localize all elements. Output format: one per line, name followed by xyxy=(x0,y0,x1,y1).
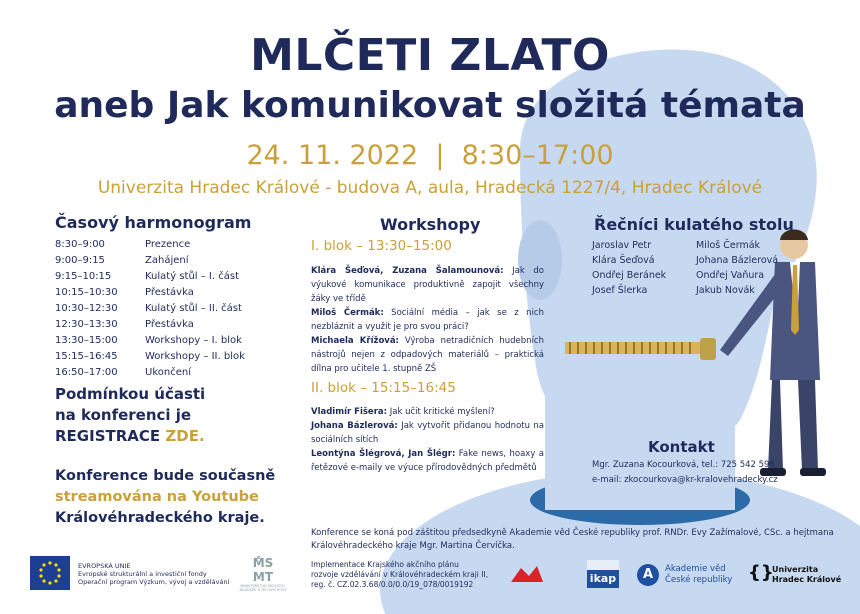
workshop-topic: Jak vytvořit přidanou hodnotu na sociálních sítích xyxy=(311,421,544,445)
impl-line-2: rozvoje vzdělávání v Královéhradeckém kraji II, xyxy=(311,570,489,579)
kraj-icon xyxy=(507,560,547,588)
schedule-time: 13:30–15:00 xyxy=(55,335,118,346)
eu-text xyxy=(78,562,229,586)
schedule-time: 12:30–13:30 xyxy=(55,319,118,330)
workshop-block-1-title: I. blok – 13:30–15:00 xyxy=(311,238,452,254)
event-title: MLČETI ZLATO xyxy=(250,30,610,81)
workshop-topic: Výroba netradičních hudebních nástrojů nejen z odpadových materiálů – praktická dílna pro učitele 1. stupně ZŠ xyxy=(311,336,544,374)
kraj-logo xyxy=(507,560,547,592)
contact-email[interactable]: e-mail: zkocourkova@kr-kralovehradecky.cz xyxy=(592,475,778,485)
workshop-block-2-title: II. blok – 15:15–16:45 xyxy=(311,380,456,396)
registration-link[interactable]: ZDE. xyxy=(165,427,205,445)
workshop-list-block-1 xyxy=(311,264,544,376)
schedule-time: 8:30–9:00 xyxy=(55,239,105,250)
speaker-name: Ondřej Vaňura xyxy=(696,270,765,281)
schedule-item: Kulatý stůl – I. část xyxy=(145,271,239,282)
patronage-note: Konference se koná pod záštitou předsedkyně Akademie věd České republiky prof. RNDr. Evy Zažímalové, CSc. a hejtmana Královéhradeckého kraje Mgr. Martina Červíčka. xyxy=(311,528,834,551)
registration-note xyxy=(55,384,205,447)
zipper-pull xyxy=(700,338,716,360)
implementation-note xyxy=(311,560,488,590)
schedule-time: 10:15–10:30 xyxy=(55,287,118,298)
uhk-braces-icon: {} xyxy=(748,562,774,583)
workshop-topic: Jak do výukové komunikace produktivně zapojit všechny žáky ve třídě xyxy=(311,266,544,304)
schedule-time: 10:30–12:30 xyxy=(55,303,118,314)
workshop-item xyxy=(311,405,544,419)
uhk-line-1: Univerzita xyxy=(772,565,819,574)
schedule-row xyxy=(55,270,245,286)
ikap-top xyxy=(587,560,619,570)
eu-flag-logo xyxy=(30,556,70,590)
impl-line-1: Implementace Krajského akčního plánu xyxy=(311,560,459,569)
contact-title: Kontakt xyxy=(648,438,715,456)
event-date: 24. 11. 2022 | 8:30–17:00 xyxy=(246,140,614,171)
impl-line-3: reg. č. CZ.02.3.68/0.0/0.0/19_078/0019192 xyxy=(311,580,474,589)
schedule-item: Workshopy – I. blok xyxy=(145,335,242,346)
speaker-name: Jakub Novák xyxy=(696,285,755,296)
ikap-logo xyxy=(587,560,619,590)
youtube-link[interactable]: streamována na Youtube xyxy=(55,489,259,505)
schedule-item: Ukončení xyxy=(145,367,191,378)
workshops-title: Workshopy xyxy=(380,215,481,234)
workshop-list-block-2 xyxy=(311,405,544,475)
schedule-row xyxy=(55,334,245,350)
schedule-time: 16:50–17:00 xyxy=(55,367,118,378)
workshop-topic: Jak učit kritické myšlení? xyxy=(387,407,495,417)
schedule-item: Workshopy – II. blok xyxy=(145,351,245,362)
schedule-table xyxy=(55,238,245,382)
stream-line-3: Královéhradeckého kraje. xyxy=(55,510,265,526)
schedule-row xyxy=(55,366,245,382)
msmt-text: MINISTERSTVO ŠKOLSTVÍ, MLÁDEŽE A TĚLOVÝCHOVY xyxy=(239,584,287,592)
stream-line-1: Konference bude současně xyxy=(55,468,276,484)
registration-line-3 xyxy=(55,426,205,447)
av-line-2: České republiky xyxy=(665,575,733,585)
eu-stars-icon xyxy=(30,556,70,590)
schedule-row xyxy=(55,238,245,254)
speaker-name: Johana Bázlerová xyxy=(696,255,779,266)
workshop-presenter: Michaela Křížová: xyxy=(311,336,399,346)
schedule-time: 9:15–10:15 xyxy=(55,271,112,282)
workshop-presenter: Johana Bázlerová: xyxy=(311,421,398,431)
schedule-row xyxy=(55,318,245,334)
schedule-item: Přestávka xyxy=(145,287,194,298)
schedule-row xyxy=(55,350,245,366)
speaker-name: Klára Šeďová xyxy=(592,255,655,266)
uhk-text xyxy=(772,565,841,585)
contact-name-phone: Mgr. Zuzana Kocourková, tel.: 725 542 596 xyxy=(592,460,775,470)
workshop-presenter: Miloš Čermák: xyxy=(311,308,384,318)
workshop-presenter: Leontýna Šlégrová, Jan Šlégr: xyxy=(311,449,456,459)
workshop-item xyxy=(311,419,544,447)
schedule-row xyxy=(55,286,245,302)
schedule-item: Přestávka xyxy=(145,319,194,330)
workshop-item xyxy=(311,447,544,475)
msmt-monogram-icon: M̊S MT xyxy=(252,556,274,584)
event-venue: Univerzita Hradec Králové - budova A, aula, Hradecká 1227/4, Hradec Králové xyxy=(97,178,763,198)
speaker-name: Miloš Čermák xyxy=(696,240,761,251)
eu-line-3: Operační program Výzkum, vývoj a vzdělávání xyxy=(78,578,230,586)
eu-line-2: Evropské strukturální a investiční fondy xyxy=(78,570,207,578)
ikap-label: ikap xyxy=(587,570,619,588)
contact-block xyxy=(592,458,778,488)
speakers-title: Řečníci kulatého stolu xyxy=(594,215,794,234)
registration-line-1: Podmínkou účasti xyxy=(55,385,206,403)
schedule-row xyxy=(55,302,245,318)
speaker-name: Josef Šlerka xyxy=(592,285,648,296)
workshop-item xyxy=(311,264,544,306)
uhk-line-2: Hradec Králové xyxy=(772,575,842,584)
schedule-title: Časový harmonogram xyxy=(55,213,252,232)
registration-line-2: na konferenci je xyxy=(55,406,192,424)
schedule-item: Prezence xyxy=(145,239,191,250)
schedule-item: Kulatý stůl – II. část xyxy=(145,303,242,314)
speakers-column-1 xyxy=(592,238,666,298)
workshop-presenter: Vladimír Fišera: xyxy=(311,407,388,417)
workshop-topic: Fake news, hoaxy a řetězové e-maily ve výuce přírodovědných předmětů xyxy=(311,449,544,473)
speaker-name: Ondřej Beránek xyxy=(592,270,667,281)
eu-line-1: EVROPSKÁ UNIE xyxy=(78,562,131,570)
speaker-name: Jaroslav Petr xyxy=(592,240,652,251)
workshop-topic: Sociální média – jak se z nich nezbláznit a využít je pro svou práci? xyxy=(311,308,544,332)
schedule-item: Zahájení xyxy=(145,255,189,266)
schedule-time: 9:00–9:15 xyxy=(55,255,105,266)
workshop-item xyxy=(311,306,544,334)
av-text xyxy=(665,564,732,586)
workshop-item xyxy=(311,334,544,376)
event-subtitle: aneb Jak komunikovat složitá témata xyxy=(54,85,806,126)
msmt-logo xyxy=(232,556,294,596)
registration-text: REGISTRACE xyxy=(55,427,166,445)
schedule-row xyxy=(55,254,245,270)
av-a-icon: A xyxy=(637,564,659,586)
speakers-column-2 xyxy=(696,238,778,298)
av-line-1: Akademie věd xyxy=(665,564,726,574)
streaming-note xyxy=(55,466,275,529)
schedule-time: 15:15–16:45 xyxy=(55,351,118,362)
workshop-presenter: Klára Šeďová, Zuzana Šalamounová: xyxy=(311,266,504,276)
